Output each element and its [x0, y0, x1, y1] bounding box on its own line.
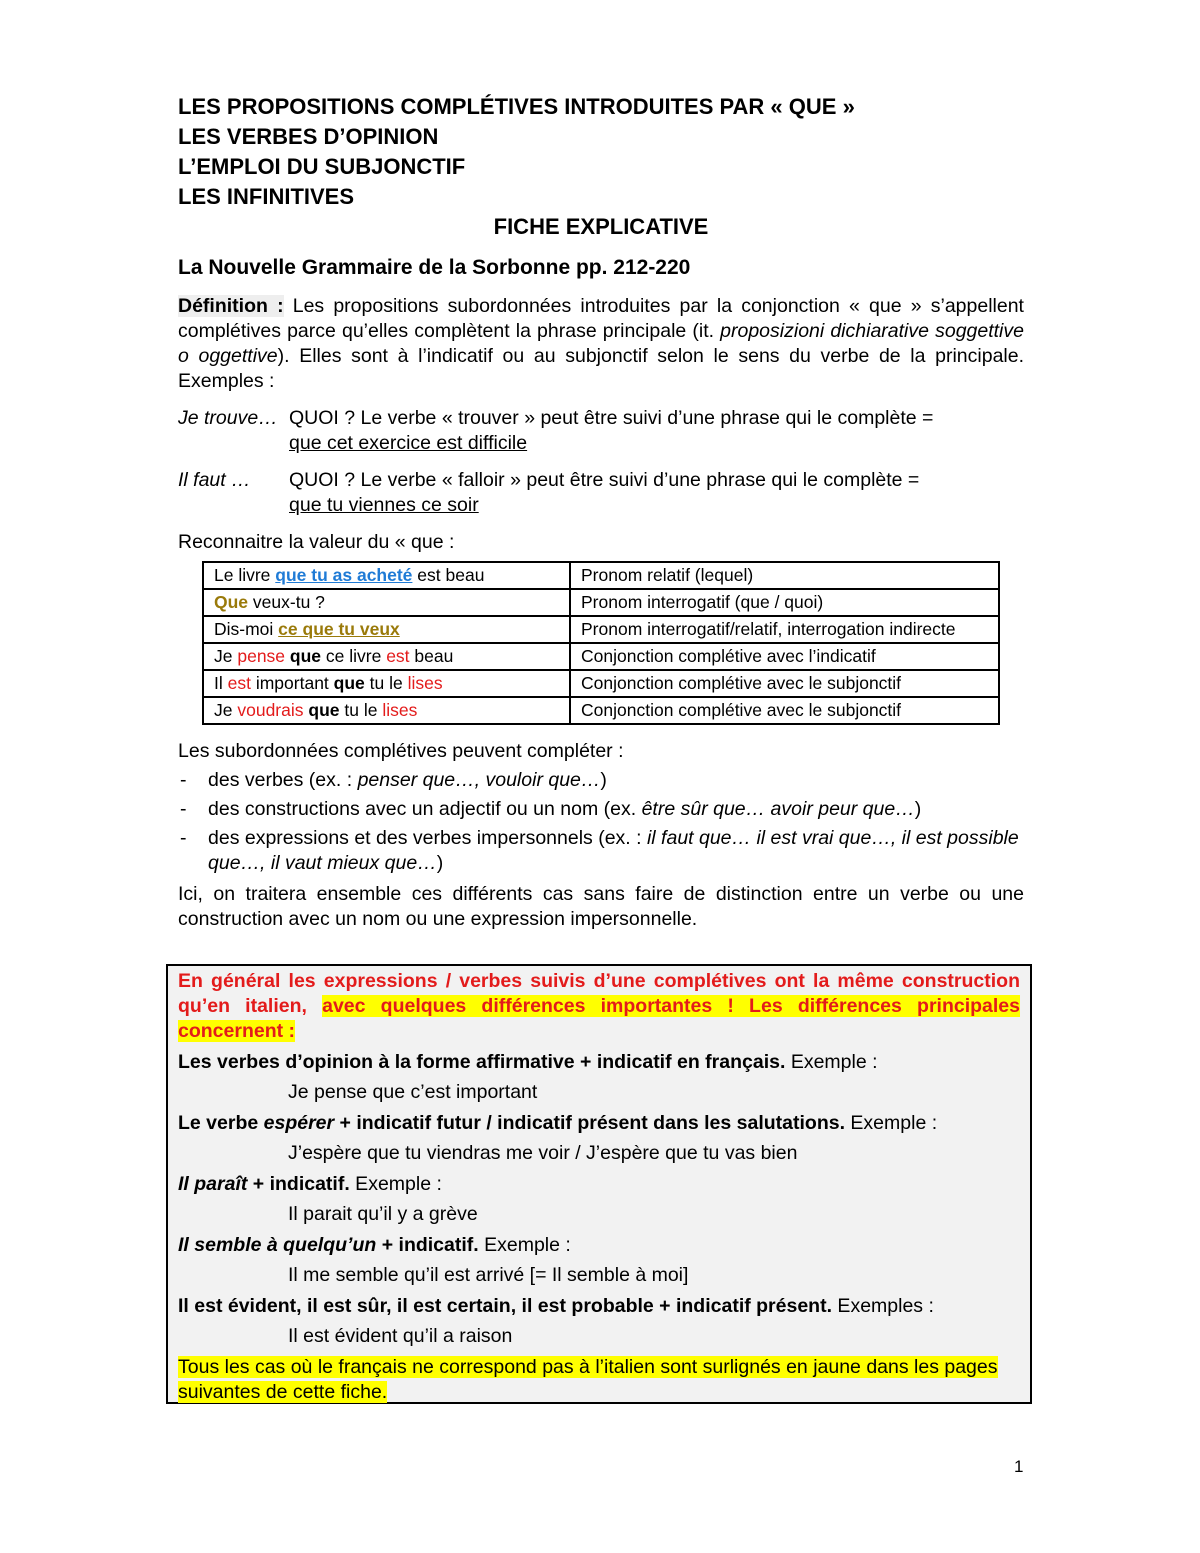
summary-box: [166, 964, 1032, 1404]
definition-paragraph: Définition : Les propositions subordonnées introduites par la conjonction « que » s’appellent complétives parce qu’elles complètent la phrase principale (it. proposizioni dichiarative soggettive o oggettive). Elles sont à l’indicatif ou au subjonctif selon le sens du verbe de la principale. Exemples :: [178, 295, 1025, 392]
title-line-3: L’EMPLOI DU SUBJONCTIF: [178, 154, 466, 179]
title-line-2: LES VERBES D’OPINION: [178, 124, 439, 149]
list-item: - des verbes (ex. : penser que…, vouloir que…): [178, 768, 1024, 793]
example-evident: Il est évident qu’il a raison: [288, 1325, 513, 1347]
page-number: 1: [1014, 1457, 1024, 1476]
title-line-4: LES INFINITIVES: [178, 184, 355, 209]
table-row: Il est important que tu le lises Conjonction complétive avec le subjonctif: [203, 670, 999, 697]
rule-parait: Il paraît + indicatif. Exemple :: [178, 1173, 442, 1195]
table-row: Je pense que ce livre est beau Conjonction complétive avec l’indicatif: [203, 643, 999, 670]
list-item: - des constructions avec un adjectif ou un nom (ex. être sûr que… avoir peur que…): [178, 797, 1024, 822]
rule-evident: Il est évident, il est sûr, il est certain, il est probable + indicatif présent. Exemples :: [178, 1295, 934, 1317]
source-reference: La Nouvelle Grammaire de la Sorbonne pp. 212-220: [178, 256, 691, 279]
table-row: Le livre que tu as acheté est beau Pronom relatif (lequel): [203, 562, 999, 589]
example-opinion: Je pense que c’est important: [288, 1081, 538, 1103]
table-row: Je voudrais que tu le lises Conjonction complétive avec le subjonctif: [203, 697, 999, 724]
example-semble: Il me semble qu’il est arrivé [= Il semble à moi]: [288, 1264, 689, 1286]
example-trouver: Je trouve… QUOI ? Le verbe « trouver » peut être suivi d’une phrase qui le complète = que cet exercice est difficile: [178, 407, 934, 454]
box-closing: Tous les cas où le français ne correspond pas à l’italien sont surlignés en jaune dans les pages suivantes de cette fiche.: [178, 1356, 998, 1403]
rule-opinion: Les verbes d’opinion à la forme affirmative + indicatif en français. Exemple :: [178, 1051, 878, 1073]
subordinates-conclusion: Ici, on traitera ensemble ces différents cas sans faire de distinction entre un verbe ou une construction avec un nom ou une expression impersonnelle.: [178, 883, 1024, 930]
title-line-1: LES PROPOSITIONS COMPLÉTIVES INTRODUITES PAR « QUE »: [178, 94, 855, 119]
rule-esperer: Le verbe espérer + indicatif futur / indicatif présent dans les salutations. Exemple :: [178, 1112, 938, 1134]
subordinates-intro: Les subordonnées complétives peuvent compléter :: [178, 740, 624, 762]
box-intro: En général les expressions / verbes suivis d’une complétives ont la même construction qu’en italien, avec quelques différences importantes ! Les différences principales concernent :: [178, 970, 1020, 1042]
table-row: Dis-moi ce que tu veux Pronom interrogatif/relatif, interrogation indirecte: [203, 616, 999, 643]
fiche-title: FICHE EXPLICATIVE: [493, 214, 709, 239]
subordinates-list: [178, 768, 1024, 876]
list-item: - des expressions et des verbes impersonnels (ex. : il faut que… il est vrai que…, il est possible que…, il vaut mieux que…): [178, 826, 1024, 876]
que-values-table: [202, 561, 1000, 725]
example-esperer: J’espère que tu viendras me voir / J’espère que tu vas bien: [288, 1142, 798, 1164]
document-page: [178, 92, 1024, 932]
example-parait: Il parait qu’il y a grève: [288, 1203, 478, 1225]
rule-semble: Il semble à quelqu’un + indicatif. Exemple :: [178, 1234, 571, 1256]
definition-label: Définition :: [178, 295, 284, 317]
table-row: Que veux-tu ? Pronom interrogatif (que / quoi): [203, 589, 999, 616]
recognize-heading: Reconnaitre la valeur du « que :: [178, 531, 455, 553]
example-falloir: Il faut … QUOI ? Le verbe « falloir » peut être suivi d’une phrase qui le complète = que tu viennes ce soir: [178, 469, 920, 516]
